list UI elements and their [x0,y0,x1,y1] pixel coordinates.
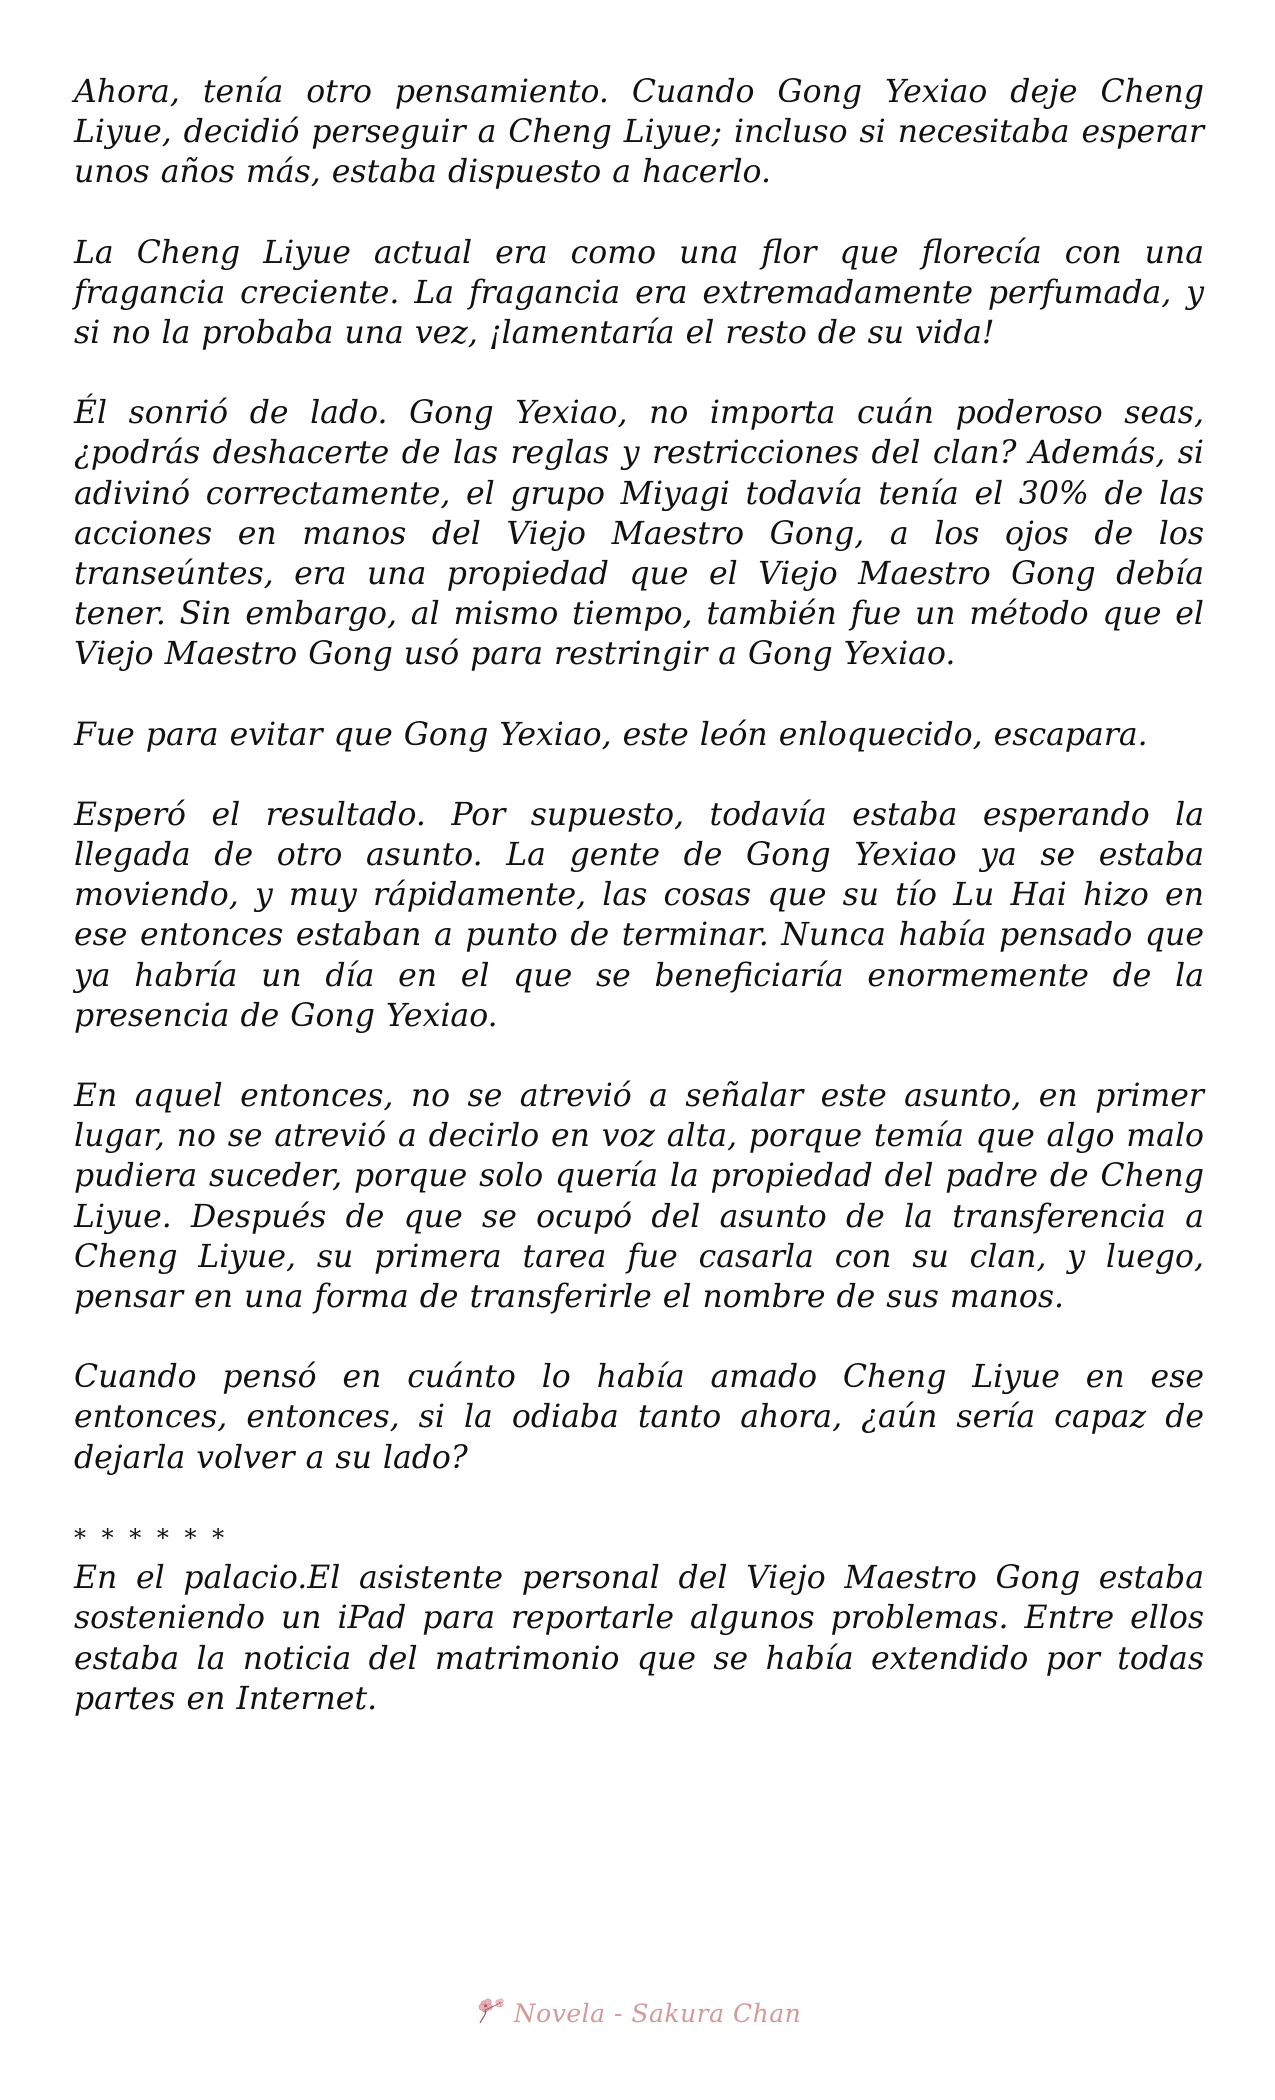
paragraph-8: En el palacio.El asistente personal del Viejo Maestro Gong estaba sosteniendo un iPad para reportarle algunos problemas. Entre ellos estaba la noticia del matrimonio que se había extendido por todas partes en Internet. [74,1560,1204,1717]
paragraph-6: En aquel entonces, no se atrevió a señalar este asunto, en primer lugar, no se atrevió a decirlo en voz alta, porque temía que algo malo pudiera suceder, porque solo quería la propiedad del padre de Cheng Liyue. Después de que se ocupó del asunto de la transferencia a Cheng Liyue, su primera tarea fue casarla con su clan, y luego, pensar en una forma de transferirle el nombre de sus manos. [74,1078,1204,1316]
paragraph-7: Cuando pensó en cuánto lo había amado Cheng Liyue en ese entonces, entonces, si la odiaba tanto ahora, ¿aún sería capaz de dejarla volver a su lado? [74,1359,1204,1476]
paragraph-3: Él sonrió de lado. Gong Yexiao, no importa cuán poderoso seas, ¿podrás deshacerte de las reglas y restricciones del clan? Además, si adivinó correctamente, el grupo Miyagi todavía tenía el 30% de las acciones en manos del Viejo Maestro Gong, a los ojos de los transeúntes, era una propiedad que el Viejo Maestro Gong debía tener. Sin embargo, al mismo tiempo, también fue un método que el Viejo Maestro Gong usó para restringir a Gong Yexiao. [74,395,1204,673]
scene-separator: * * * * * * [74,1523,229,1552]
footer-watermark [0,1996,1275,2031]
footer-logo [474,1996,801,2031]
paragraph-2: La Cheng Liyue actual era como una flor que florecía con una fragancia creciente. La fragancia era extremadamente perfumada, y si no la probaba una vez, ¡lamentaría el resto de su vida! [74,234,1204,352]
document-body [74,72,1204,1719]
paragraph-5: Esperó el resultado. Por supuesto, todavía estaba esperando la llegada de otro asunto. La gente de Gong Yexiao ya se estaba moviendo, y muy rápidamente, las cosas que su tío Lu Hai hizo en ese entonces estaban a punto de terminar. Nunca había pensado que ya habría un día en el que se beneficiaría enormemente de la presencia de Gong Yexiao. [74,796,1204,1034]
paragraph-1: Ahora, tenía otro pensamiento. Cuando Gong Yexiao deje Cheng Liyue, decidió perseguir a Cheng Liyue; incluso si necesitaba esperar unos años más, estaba dispuesto a hacerlo. [74,74,1204,191]
paragraph-4: Fue para evitar que Gong Yexiao, este león enloquecido, escapara. [74,716,1148,753]
footer-site-name: Novela - Sakura Chan [513,1999,802,2028]
cherry-blossom-icon [474,1996,508,2031]
